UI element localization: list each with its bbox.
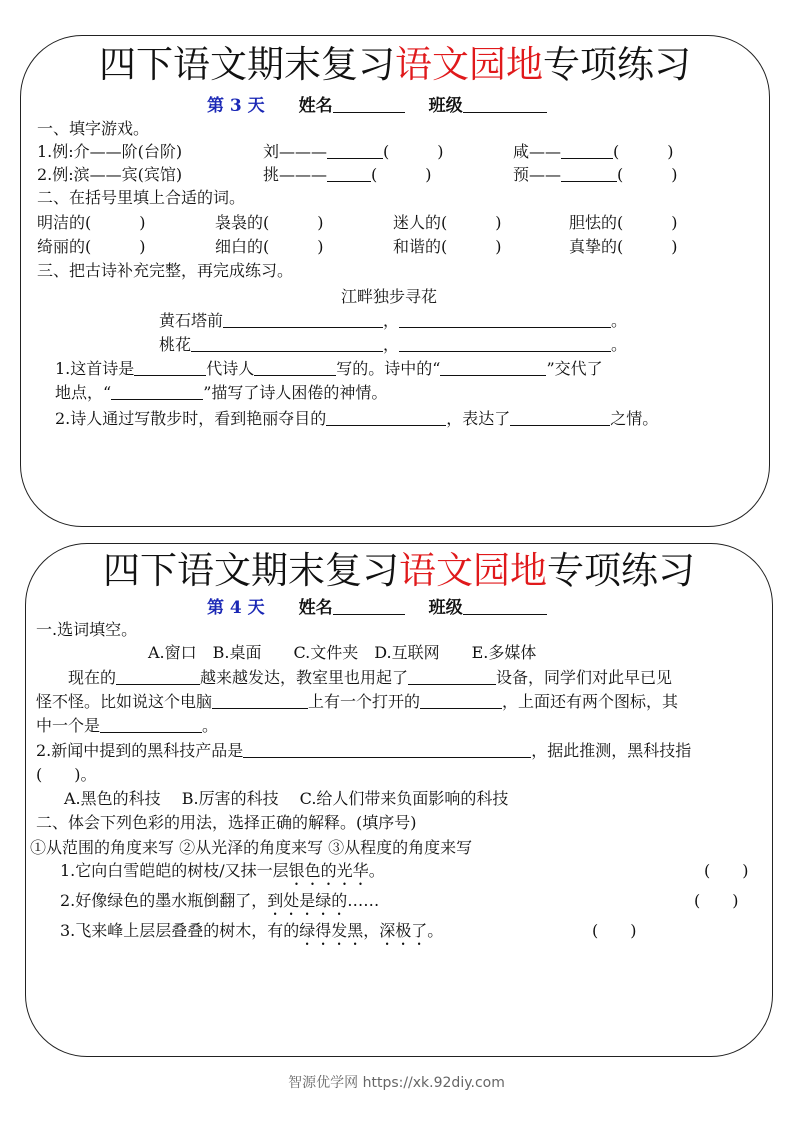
question-line xyxy=(55,409,658,429)
worksheet-day-4 xyxy=(25,543,773,1057)
word-item[interactable]: 明洁的( ) xyxy=(37,213,146,232)
item-text: 。 xyxy=(368,861,385,880)
worksheet-title xyxy=(21,43,769,86)
fill-item xyxy=(263,142,444,162)
answer-blank[interactable] xyxy=(510,409,610,426)
poem-text: 黄石塔前 xyxy=(159,311,224,330)
answer-blank[interactable] xyxy=(254,359,336,376)
question-line xyxy=(36,741,691,761)
word-item[interactable]: 细白的( ) xyxy=(215,237,324,256)
day-label: 第 4 天 xyxy=(207,598,265,618)
answer-blank[interactable] xyxy=(561,165,617,182)
class-blank[interactable] xyxy=(463,598,547,615)
class-label: 班级 xyxy=(428,598,463,618)
q-text: 之情。 xyxy=(610,409,659,428)
title-part: 四下语文期末复习 xyxy=(99,43,395,86)
footer-watermark: 智源优学网 https://xk.92diy.com xyxy=(288,1075,505,1091)
poem-blank[interactable] xyxy=(399,335,611,352)
q-text: 2.诗人通过写散步时，看到艳丽夺目的 xyxy=(55,409,327,428)
answer-paren[interactable]: ( )。 xyxy=(36,765,97,784)
p-text: ，上面还有两个图标，其 xyxy=(502,692,679,711)
answer-blank[interactable] xyxy=(326,409,446,426)
answer-blank[interactable] xyxy=(100,716,202,733)
answer-paren[interactable]: ( ) xyxy=(617,165,678,184)
emphasized-text: 绿得发黑，深极了 xyxy=(299,921,428,940)
item-line xyxy=(60,861,385,889)
q-text: ”描写了诗人困倦的神情。 xyxy=(203,383,388,402)
name-label: 姓名 xyxy=(298,96,333,116)
p-text: 现在的 xyxy=(68,668,117,687)
q-text: 代诗人 xyxy=(206,359,255,378)
paragraph-line xyxy=(36,716,218,736)
answer-paren[interactable]: ( ) xyxy=(383,142,444,161)
answer-paren[interactable]: ( ) xyxy=(592,921,637,940)
class-label: 班级 xyxy=(428,96,463,116)
item-text: 咸—— xyxy=(513,142,562,161)
answer-blank[interactable] xyxy=(111,383,203,400)
title-part: 专项练习 xyxy=(547,549,695,592)
item-text: 1.它向白雪皑皑的树枝/又抹一层 xyxy=(60,861,289,880)
p-text: 。 xyxy=(202,716,219,735)
section-heading: 二、在括号里填上合适的词。 xyxy=(37,188,246,207)
p-text: 设备，同学们对此早已见 xyxy=(496,668,673,687)
option-list: A.窗口 B.桌面 C.文件夹 D.互联网 E.多媒体 xyxy=(148,643,537,662)
word-item[interactable]: 迷人的( ) xyxy=(393,213,502,232)
poem-line xyxy=(159,335,627,355)
answer-blank[interactable] xyxy=(243,741,531,758)
paragraph-line xyxy=(36,692,678,712)
name-label: 姓名 xyxy=(298,598,333,618)
p-text: 越来越发达，教室里也用起了 xyxy=(200,668,409,687)
answer-paren[interactable]: ( ) xyxy=(371,165,432,184)
poem-line xyxy=(159,311,627,331)
answer-paren[interactable]: ( ) xyxy=(694,891,739,910)
word-item[interactable]: 和谐的( ) xyxy=(393,237,502,256)
answer-blank[interactable] xyxy=(561,142,613,159)
punct: ， xyxy=(383,311,400,330)
class-blank[interactable] xyxy=(463,96,547,113)
q-text: ”交代了 xyxy=(546,359,603,378)
answer-blank[interactable] xyxy=(440,359,546,376)
section-heading: 一、填字游戏。 xyxy=(37,119,150,138)
answer-blank[interactable] xyxy=(327,165,371,182)
q-text: ，据此推测，黑科技指 xyxy=(531,741,692,760)
fill-item xyxy=(513,142,674,162)
option-list: A.黑色的科技 B.厉害的科技 C.给人们带来负面影响的科技 xyxy=(64,789,509,808)
p-text: 中一个是 xyxy=(36,716,101,735)
answer-blank[interactable] xyxy=(116,668,200,685)
name-blank[interactable] xyxy=(333,598,405,615)
p-text: 上有一个打开的 xyxy=(308,692,421,711)
answer-blank[interactable] xyxy=(327,142,383,159)
item-text: 。 xyxy=(427,921,444,940)
item-text: 挑——— xyxy=(263,165,328,184)
section-heading: 三、把古诗补充完整，再完成练习。 xyxy=(37,261,294,280)
poem-text: 桃花 xyxy=(159,335,192,354)
fill-item xyxy=(513,165,678,185)
q-text: ，表达了 xyxy=(446,409,511,428)
q-text: 2.新闻中提到的黑科技产品是 xyxy=(36,741,244,760)
poem-blank[interactable] xyxy=(191,335,383,352)
question-line xyxy=(55,383,387,403)
q-text: 写的。诗中的“ xyxy=(336,359,441,378)
emphasized-text: 银色的光华 xyxy=(288,861,369,880)
q-text: 1.这首诗是 xyxy=(55,359,135,378)
answer-blank[interactable] xyxy=(408,668,496,685)
section-heading: 一.选词填空。 xyxy=(36,620,138,639)
answer-blank[interactable] xyxy=(134,359,206,376)
name-blank[interactable] xyxy=(333,96,405,113)
word-item[interactable]: 袅袅的( ) xyxy=(215,213,324,232)
word-item[interactable]: 真挚的( ) xyxy=(569,237,678,256)
poem-title: 江畔独步寻花 xyxy=(341,287,438,306)
item-text: 2.好像绿色的墨水瓶倒翻了， xyxy=(60,891,268,910)
punct: ， xyxy=(383,335,400,354)
item-text: …… xyxy=(347,891,380,910)
example-text: 1.例:介——阶(台阶) xyxy=(37,142,183,161)
option-list: ①从范围的角度来写 ②从光泽的角度来写 ③从程度的角度来写 xyxy=(30,838,473,857)
question-line xyxy=(55,359,603,379)
answer-paren[interactable]: ( ) xyxy=(704,861,749,880)
title-part: 专项练习 xyxy=(543,43,691,86)
worksheet-title xyxy=(26,549,772,592)
example-text: 2.例:滨——宾(宾馆) xyxy=(37,165,183,184)
item-line xyxy=(60,891,379,919)
header-line xyxy=(207,91,547,116)
item-text: 刘——— xyxy=(263,142,328,161)
item-text: 预—— xyxy=(513,165,562,184)
punct: 。 xyxy=(611,335,628,354)
punct: 。 xyxy=(611,311,628,330)
poem-blank[interactable] xyxy=(399,311,611,328)
header-line xyxy=(207,593,547,618)
answer-blank[interactable] xyxy=(212,692,308,709)
item-line xyxy=(60,921,443,949)
word-item[interactable]: 胆怯的( ) xyxy=(569,213,678,232)
paragraph-line xyxy=(68,668,672,688)
day-label: 第 3 天 xyxy=(207,96,265,116)
section-heading: 二、体会下列色彩的用法，选择正确的解释。(填序号) xyxy=(36,813,417,832)
item-text: 3.飞来峰上层层叠叠的树木，有的 xyxy=(60,921,300,940)
p-text: 怪不怪。比如说这个电脑 xyxy=(36,692,213,711)
answer-paren[interactable]: ( ) xyxy=(613,142,674,161)
emphasized-text: 到处是绿的 xyxy=(267,891,348,910)
worksheet-day-3 xyxy=(20,35,770,527)
poem-blank[interactable] xyxy=(223,311,383,328)
fill-item xyxy=(263,165,432,185)
word-item[interactable]: 绮丽的( ) xyxy=(37,237,146,256)
title-highlight: 语文园地 xyxy=(399,549,547,592)
answer-blank[interactable] xyxy=(420,692,502,709)
title-highlight: 语文园地 xyxy=(395,43,543,86)
title-part: 四下语文期末复习 xyxy=(103,549,399,592)
q-text: 地点，“ xyxy=(55,383,112,402)
